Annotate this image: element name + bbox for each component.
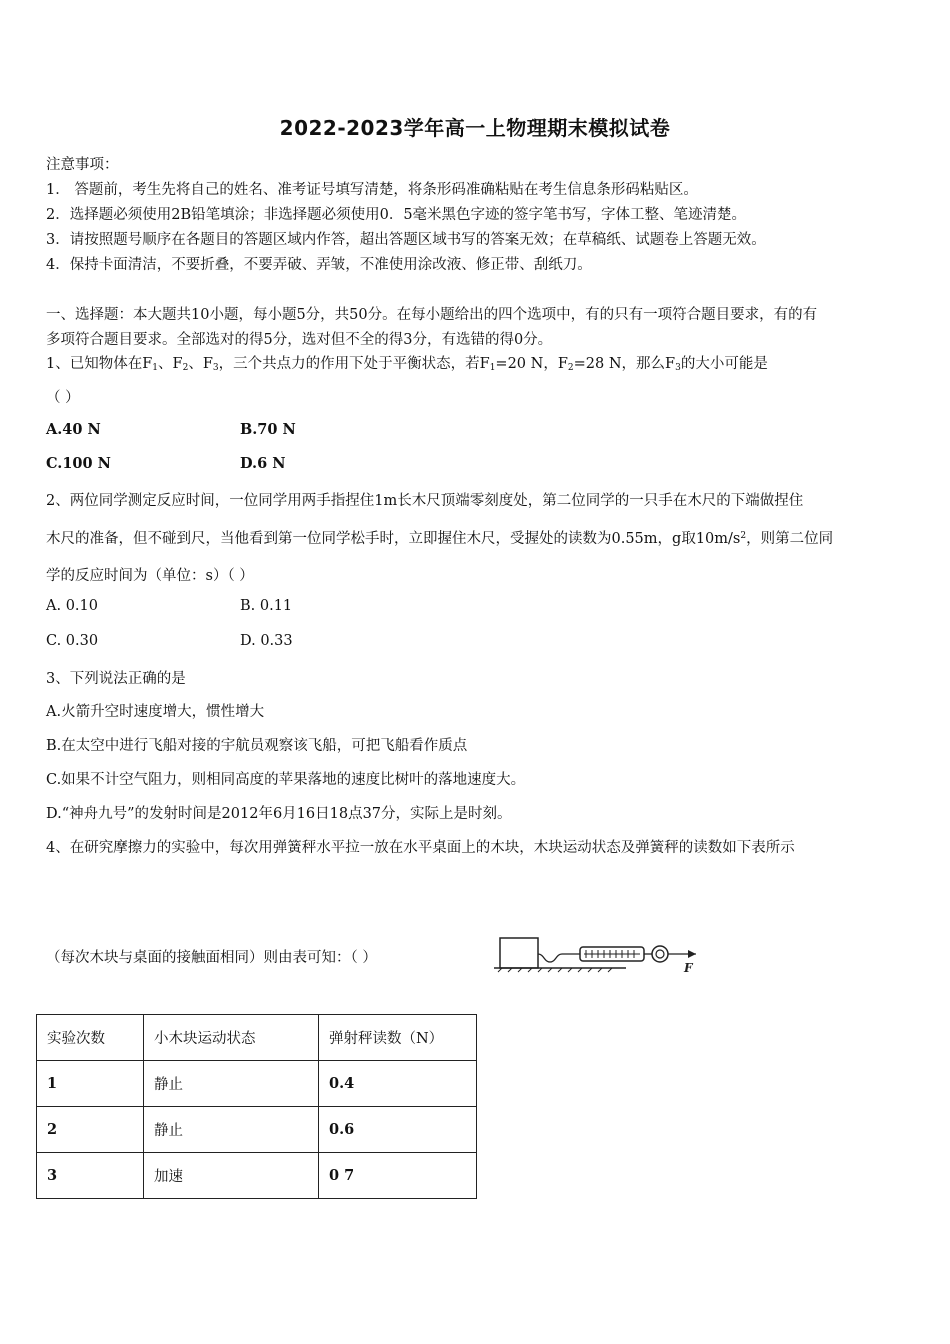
q2-option-c[interactable]: C. 0.30 xyxy=(46,633,99,649)
q2-option-b[interactable]: B. 0.11 xyxy=(240,598,293,614)
q2-option-d[interactable]: D. 0.33 xyxy=(240,633,293,649)
q1-option-c[interactable]: C.100 N xyxy=(46,455,111,472)
page-title: 2022-2023学年高一上物理期末模拟试卷 xyxy=(279,116,671,140)
spring-scale-diagram xyxy=(490,932,705,978)
cell-trial: 3 xyxy=(37,1153,144,1199)
cell-state: 加速 xyxy=(144,1153,319,1199)
notice-item-3: 3．请按照题号顺序在各题目的答题区域内作答，超出答题区域书写的答案无效；在草稿纸、试题卷上答题无效。 xyxy=(46,232,766,248)
q1-option-d[interactable]: D.6 N xyxy=(240,455,286,472)
pull-ring xyxy=(652,946,668,962)
question-1-stem: 1、已知物体在$F_1$、$F_2$、$F_3$，三个共点力的作用下处于平衡状态，若$F_1=20$ N，$F_2=28$ N，那么$F_3$的大小可能是 xyxy=(46,356,768,373)
question-4-line-2: （每次木块与桌面的接触面相同）则由表可知：（ ） xyxy=(46,950,377,966)
cell-state: 静止 xyxy=(144,1061,319,1107)
q2-option-a[interactable]: A. 0.10 xyxy=(46,598,98,614)
question-2-line-3: 学的反应时间为（单位：s）（ ） xyxy=(46,568,254,584)
q3-option-b[interactable]: B.在太空中进行飞船对接的宇航员观察该飞船，可把飞船看作质点 xyxy=(46,738,468,754)
question-1-answer-paren: （ ） xyxy=(46,390,80,406)
cell-reading: 0 7 xyxy=(319,1153,477,1199)
hook xyxy=(538,954,562,962)
wooden-block xyxy=(500,938,538,968)
notice-item-4: 4．保持卡面清洁，不要折叠，不要弄破、弄皱，不准使用涂改液、修正带、刮纸刀。 xyxy=(46,257,592,273)
question-4-line-1: 4、在研究摩擦力的实验中，每次用弹簧秤水平拉一放在水平桌面上的木块，木块运动状态及弹簧秤的读数如下表所示 xyxy=(46,840,795,856)
q3-option-d[interactable]: D.“神舟九号”的发射时间是2012年6月16日18点37分，实际上是时刻。 xyxy=(46,806,512,822)
notice-item-1: 1． 答题前，考生先将自己的姓名、准考证号填写清楚，将条形码准确粘贴在考生信息条形码粘贴区。 xyxy=(46,182,698,198)
notice-item-2: 2．选择题必须使用2B铅笔填涂；非选择题必须使用0．5毫米黑色字迹的签字笔书写，字体工整、笔迹清楚。 xyxy=(46,207,747,223)
experiment-table xyxy=(36,1014,477,1199)
force-label: F xyxy=(684,961,693,975)
q1-option-a[interactable]: A.40 N xyxy=(46,421,101,438)
header-trial-number: 实验次数 xyxy=(37,1015,144,1061)
table-row xyxy=(37,1153,477,1199)
question-2-line-2: 木尺的准备，但不碰到尺，当他看到第一位同学松手时，立即握住木尺，受握处的读数为0.55m，g取$10m/s^2$，则第二位同 xyxy=(46,531,834,547)
table-row xyxy=(37,1061,477,1107)
cell-trial: 2 xyxy=(37,1107,144,1153)
section-instructions-line-1: 一、选择题：本大题共10小题，每小题5分，共50分。在每小题给出的四个选项中，有的只有一项符合题目要求，有的有 xyxy=(46,307,818,323)
q3-option-c[interactable]: C.如果不计空气阻力，则相同高度的苹果落地的速度比树叶的落地速度大。 xyxy=(46,772,526,788)
section-instructions-line-2: 多项符合题目要求。全部选对的得5分，选对但不全的得3分，有选错的得0分。 xyxy=(46,332,553,348)
question-3-stem: 3、下列说法正确的是 xyxy=(46,671,186,687)
question-2-line-1: 2、两位同学测定反应时间，一位同学用两手指捏住1m长木尺顶端零刻度处，第二位同学的一只手在木尺的下端做捏住 xyxy=(46,493,804,509)
cell-state: 静止 xyxy=(144,1107,319,1153)
header-motion-state: 小木块运动状态 xyxy=(144,1015,319,1061)
q1-option-b[interactable]: B.70 N xyxy=(240,421,296,438)
cell-trial: 1 xyxy=(37,1061,144,1107)
scale-ticks xyxy=(584,950,640,958)
header-scale-reading: 弹射秤读数（N） xyxy=(319,1015,477,1061)
table-header-row xyxy=(37,1015,477,1061)
notice-heading: 注意事项： xyxy=(46,157,119,173)
q3-option-a[interactable]: A.火箭升空时速度增大，惯性增大 xyxy=(46,704,265,720)
force-arrowhead xyxy=(688,950,696,958)
cell-reading: 0.6 xyxy=(319,1107,477,1153)
cell-reading: 0.4 xyxy=(319,1061,477,1107)
table-row xyxy=(37,1107,477,1153)
